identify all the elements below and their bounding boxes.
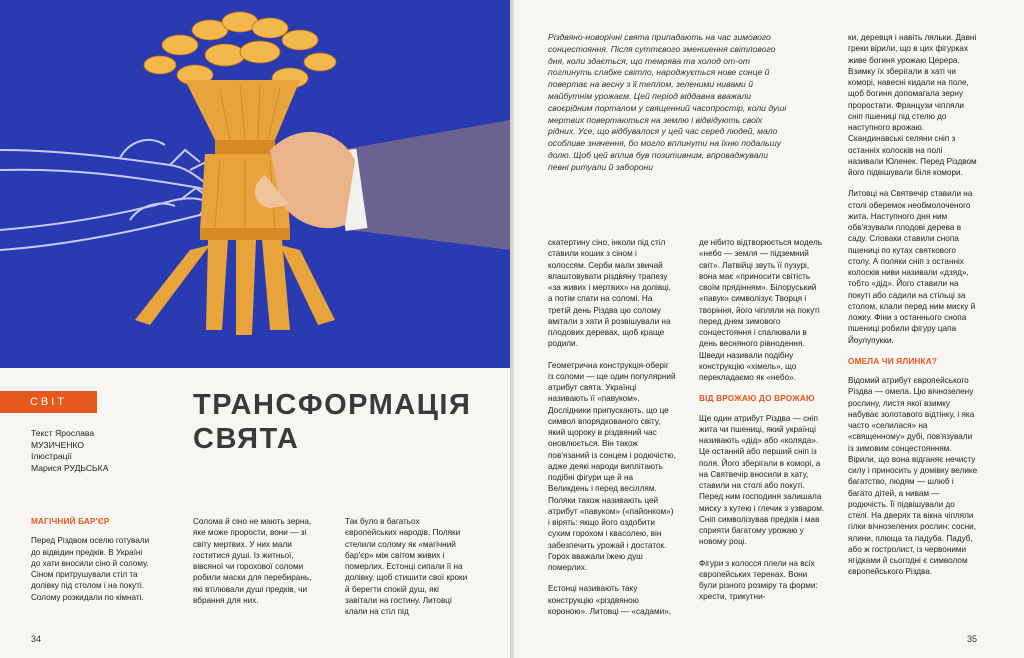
credit-line: Марися РУДЬСЬКА bbox=[31, 462, 109, 473]
paragraph: Естонці називають таку конструкцію «різдвяною короною». Литовці — «садами», bbox=[548, 584, 671, 616]
wheat-sheaf-illustration bbox=[0, 0, 510, 368]
paragraph: Солома й сіно не мають зерна, яке може прорости, вони — зі світу мертвих. У них мали гоститися душі. Із житньої, вівсяної чи горохової соломи робили маски для перебирань, які втілювали душі предків, чи вбрання для них. bbox=[193, 517, 312, 605]
left-page bbox=[0, 0, 510, 658]
right-column-1 bbox=[548, 237, 676, 627]
subheading: ОМЕЛА ЧИ ЯЛИНКА? bbox=[848, 356, 938, 366]
left-column-1 bbox=[31, 516, 151, 613]
section-tag: СВІТ bbox=[0, 391, 97, 413]
right-column-2 bbox=[699, 237, 827, 613]
credit-line: Текст Ярослава bbox=[31, 428, 95, 438]
paragraph: Геометрична конструкція-оберіг із соломи — ще один популярний атрибут свята. Українці називають її «павуком». Дослідники припускають, що це символ впорядкованого світу, який щороку в різдвяний час оновлюється. Він також пов'язаний із сонцем і родючістю, адже деякі народи виплітають подібні фігури ще й на Великдень і перед весіллям. Поляки також називають цей атрибут «павуком» («пайонком») і вірять: якщо його оздобити сухим горохом і квасолею, він забезпечить урожай і достаток. Горох вважали їжею душ померлих. bbox=[548, 360, 676, 572]
paragraph: Литовці на Святвечір ставили на столі оберемок необмолоченого жита. Наступного дня ним обв'язували плодові дерева в саду. Словаки ставили снопа пшениці по кутах святкового столу. А поляки сніп з останніх колосків ниви називали «дзяд», тобто «дід». Його ставили на покуті або садили на стільці за столом, клали перед ним миску й ложку. Фіни з останнього снопа пшениці робили фігуру цапа Йоулупукки. bbox=[848, 189, 976, 345]
title-line-1: ТРАНСФОРМАЦІЯ bbox=[193, 389, 472, 421]
paragraph: Перед Різдвом оселю готували до відвідин предків. В Україні до хати вносили сіно й солому. Сіном притрушували стіл та долівку під столом і на покуті. Солому розкидали по кімнаті. bbox=[31, 536, 150, 602]
paragraph: ки, деревця і навіть ляльки. Давні греки вірили, що в цих фігурках живе богиня урожаю Церера. Взимку їх зберігали в хаті чи коморі, навесні кидали на поле, щоб богиня допомагала зерну проростати. Французи чіпляли сніп пшениці під стелю до наступного врожаю. Скандинавські селяни сніп з останніх колосків на полі називали Юленек. Перед Різдвом його підвішували біля комори. bbox=[848, 33, 977, 177]
left-column-2 bbox=[193, 516, 313, 616]
subheading: ВІД ВРОЖАЮ ДО ВРОЖАЮ bbox=[699, 394, 815, 404]
article-credits bbox=[31, 428, 108, 474]
article-title bbox=[193, 388, 471, 456]
paragraph: де нібито відтворюється модель «небо — земля — підземний світ». Латвійці звуть її пузурі, вона має «приносити світість своїм прядінням». Білоруський «павук» символізує Творця і творіння, його чіпляли на покуті перед днем зимового сонцестояння і спалювали в день весняного рівнодення. Шведи називали подібну конструкцію «хімель», що перекладаємо як «небо». bbox=[699, 238, 822, 382]
paragraph: скатертину сіно, інколи під стіл ставили кошик з сіном і колоссям. Серби мали звичай влаштовувати різдвяну трапезу «за живих і мертвих» на долівці, а потім спати на соломі. На третій день Різдва цю солому вмітали з хати й розвішували на плодових деревах, щоб краще родили. bbox=[548, 238, 671, 349]
left-column-3 bbox=[345, 516, 470, 627]
page-number-left: 34 bbox=[31, 634, 42, 644]
page-number-right: 35 bbox=[967, 634, 978, 644]
paragraph: Відомий атрибут європейського Різдва — омела. Цю вічнозелену рослину, листя якої взимку набуває золотавого відтінку, і яка часто «селилася» на «священному» дубі, пов'язували із зимовим сонцестоянням. Вірили, що вона відганяє нечисту силу і приносить у домівку велике багатство, людям — шлюб і багато дітей, а нивам — родючість. Її підвішували до стелі. На дверях та вікна чіпляли гілки вічнозелених рослин: сосни, ялини, плюща та падуба. Падуб, або ж гостролист, із червоними ягідками й сьогодні є символом європейського Різдва. bbox=[848, 376, 978, 577]
paragraph: Так було в багатьох європейських народів. Поляки стелили солому як «магічний бар'єр» між світом живих і померлих. Естонці сипали її на долівку, щоб стишити свої кроки й берегти спокій душ, які завітали на гостину. Литовці клали на стіл під bbox=[345, 517, 468, 616]
right-column-3 bbox=[848, 32, 978, 588]
paragraph: Ще один атрибут Різдва — сніп жита чи пшениці, який українці називають «дід» або «коляда». Це останній або перший сніп із поля. Його зберігали в коморі, а на Святвечір вносили в хату, ставили на столі або покуті. Перед ним господиня залишала миску з кутею і глечик з узваром. Сніп символізував предків і мав сприяти багатому урожаю у новому році. bbox=[699, 413, 825, 547]
subheading: МАГІЧНИЙ БАР'ЄР bbox=[31, 517, 110, 526]
title-line-2: СВЯТА bbox=[193, 423, 300, 455]
paragraph: Фігури з колосся плели на всіх європейських теренах. Вони були різного розміру та форми: хрести, трикутни- bbox=[699, 558, 818, 602]
credit-line: Ілюстрації bbox=[31, 451, 72, 461]
lead-paragraph: Різдвяно-новорічні свята припадають на час зимового сонцестояння. Після суттєвого зменшення світлового дня, коли здається, що темрява та холод от-от поглинуть слабке світло, народжується нове сонце й повертає на весну з її теплом, зеленими нивами й майбутнім урожаєм. Цей період віддавна вважали своєрідним порталом у священний часопростір, коли душі мертвих повертаються на землю і відвідують своїх рідних. Усе, що відбувалося у цей час серед людей, мало особливе значення, бо могло вплинути на їхню подальшу долю. Щоб цей вплив був позитивним, впроваджували певні ритуали й заборони bbox=[548, 32, 787, 172]
credit-line: МУЗИЧЕНКО bbox=[31, 439, 85, 450]
